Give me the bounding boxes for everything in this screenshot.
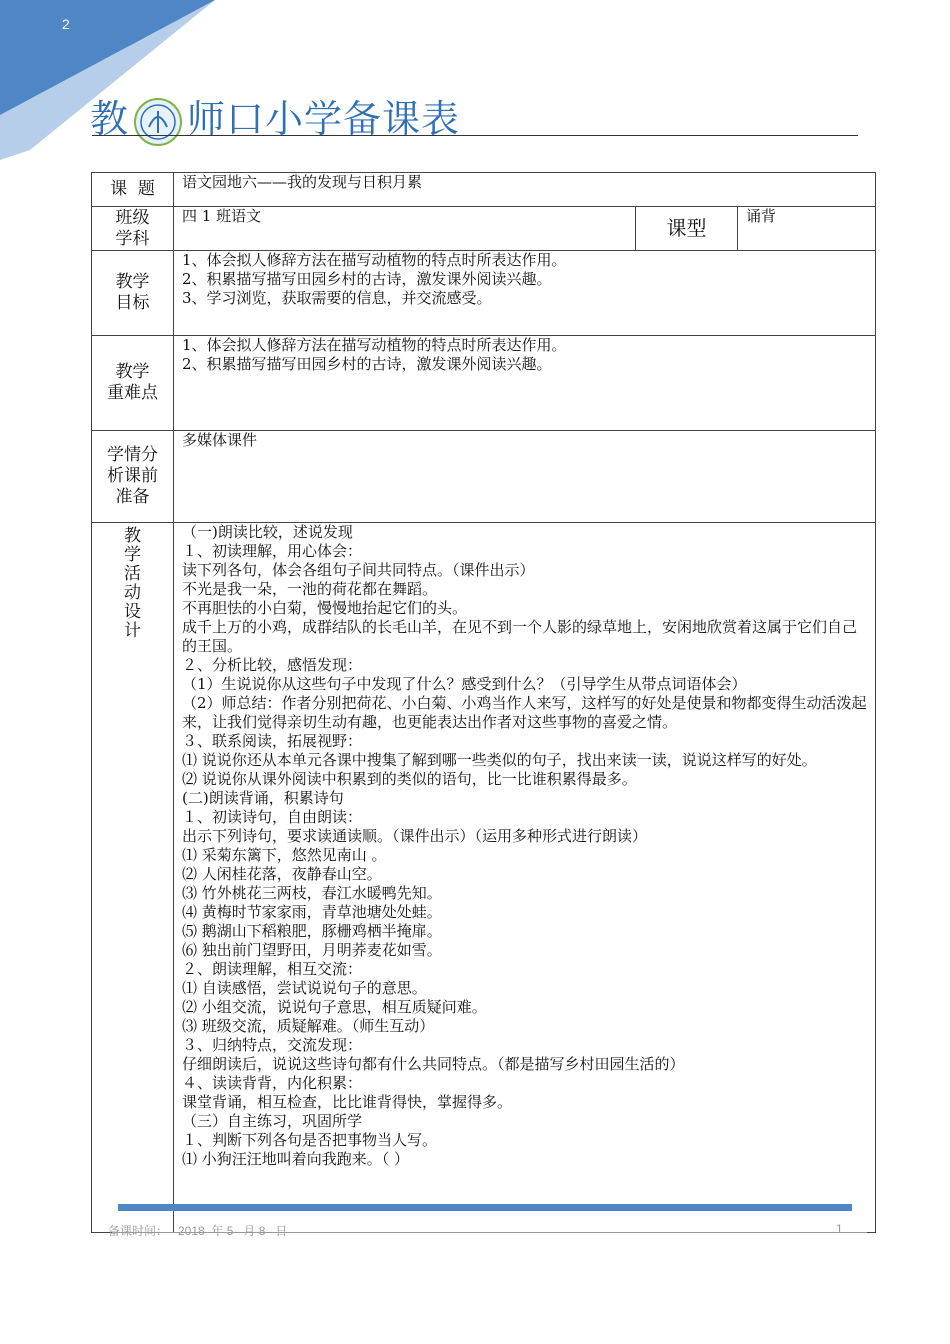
label-char: 计 bbox=[124, 621, 141, 641]
activity-line: ⑶ 班级交流，质疑解难。（师生互动） bbox=[182, 1017, 435, 1035]
row-preparation bbox=[92, 431, 876, 523]
key-points-label: 教学 重难点 bbox=[92, 336, 174, 431]
activity-line: ⑴ 说说你还从本单元各课中搜集了解到哪一些类似的句子，找出来读一读，说说这样写的好处。 bbox=[182, 751, 817, 769]
goal-item: 2、积累描写描写田园乡村的古诗，激发课外阅读兴趣。 bbox=[182, 270, 552, 288]
topic-value: 语文园地六——我的发现与日积月累 bbox=[174, 173, 876, 207]
activity-line: 不再胆怯的小白菊，慢慢地抬起它们的头。 bbox=[182, 599, 468, 617]
key-point-item: 1、体会拟人修辞方法在描写动植物的特点时所表达作用。 bbox=[182, 336, 567, 354]
goal-item: 3、学习浏览，获取需要的信息，并交流感受。 bbox=[182, 289, 492, 307]
goals-label: 教学 目标 bbox=[92, 251, 174, 336]
activity-line: ⑴ 小狗汪汪地叫着向我跑来。（ ） bbox=[182, 1150, 410, 1168]
lesson-plan-table bbox=[91, 172, 876, 1233]
activity-line: 课堂背诵，相互检查，比比谁背得快，掌握得多。 bbox=[182, 1093, 513, 1111]
class-label: 班级 学科 bbox=[92, 207, 174, 251]
preparation-value: 多媒体课件 bbox=[174, 431, 876, 523]
label-char: 学 bbox=[124, 545, 141, 565]
activity-line: (二)朗读背诵，积累诗句 bbox=[182, 789, 344, 807]
label-char: 设 bbox=[124, 602, 141, 622]
activity-line: ⑵ 说说你从课外阅读中积累到的类似的语句，比一比谁积累得最多。 bbox=[182, 770, 637, 788]
label-char: 教 bbox=[124, 526, 141, 546]
activities-label bbox=[92, 523, 174, 1233]
activity-line: ⑴ 自读感悟，尝试说说句子的意思。 bbox=[182, 979, 427, 997]
footer-page-number: 1 bbox=[836, 1222, 843, 1236]
activity-line: 成千上万的小鸡，成群结队的长毛山羊，在见不到一个人影的绿草地上，安闲地欣赏着这属于它们自己的王国。 bbox=[182, 618, 858, 655]
row-goals bbox=[92, 251, 876, 336]
title-right: 师口小学备课表 bbox=[187, 97, 461, 141]
activity-line: ３、联系阅读，拓展视野： bbox=[182, 732, 363, 750]
preparation-label: 学情分 析课前 准备 bbox=[92, 431, 174, 523]
footer-line bbox=[112, 1232, 867, 1233]
row-class bbox=[92, 207, 876, 251]
row-key-points bbox=[92, 336, 876, 431]
activity-line: 不光是我一朵，一池的荷花都在舞蹈。 bbox=[182, 580, 438, 598]
activity-line: １、判断下列各句是否把事物当人写。 bbox=[182, 1131, 438, 1149]
activity-line: ４、读读背背，内化积累： bbox=[182, 1074, 363, 1092]
activity-line: ３、归纳特点，交流发现： bbox=[182, 1036, 363, 1054]
title-underline bbox=[92, 135, 858, 136]
goal-item: 1、体会拟人修辞方法在描写动植物的特点时所表达作用。 bbox=[182, 251, 567, 269]
label-char: 活 bbox=[124, 564, 141, 584]
activity-line: ⑹ 独出前门望野田，月明荞麦花如雪。 bbox=[182, 941, 442, 959]
row-activities bbox=[92, 523, 876, 1233]
activity-line: １、初读诗句，自由朗读： bbox=[182, 808, 363, 826]
footer-bar bbox=[118, 1204, 852, 1211]
page-number: 2 bbox=[62, 16, 70, 32]
activity-line: （三）自主练习，巩固所学 bbox=[182, 1112, 363, 1130]
activities-content bbox=[174, 523, 876, 1233]
row-topic bbox=[92, 173, 876, 207]
type-label: 课型 bbox=[636, 207, 738, 251]
activity-line: ⑶ 竹外桃花三两枝，春江水暖鸭先知。 bbox=[182, 884, 442, 902]
title-left: 教 bbox=[90, 97, 130, 141]
activity-line: ⑷ 黄梅时节家家雨，青草池塘处处蛙。 bbox=[182, 903, 442, 921]
goals-content bbox=[174, 251, 876, 336]
activity-line: ２、朗读理解，相互交流： bbox=[182, 960, 363, 978]
topic-label: 课 题 bbox=[92, 173, 174, 207]
type-value: 诵背 bbox=[738, 207, 876, 251]
class-value: 四 1 班语文 bbox=[174, 207, 636, 251]
activity-line: ⑸ 鹅湖山下稻粮肥，豚栅鸡栖半掩扉。 bbox=[182, 922, 442, 940]
activity-line: ⑵ 人闲桂花落，夜静春山空。 bbox=[182, 865, 382, 883]
activity-line: ２、分析比较，感悟发现： bbox=[182, 656, 363, 674]
activity-line: （2）师总结：作者分别把荷花、小白菊、小鸡当作人来写，这样写的好处是使景和物都变得生动活泼起来，让我们觉得亲切生动有趣，也更能表达出作者对这些事物的喜爱之情。 bbox=[182, 694, 867, 731]
activity-line: １、初读理解，用心体会： bbox=[182, 542, 363, 560]
activity-line: ⑵ 小组交流，说说句子意思，相互质疑问难。 bbox=[182, 998, 487, 1016]
school-emblem-icon bbox=[133, 97, 183, 147]
activity-line: 仔细朗读后，说说这些诗句都有什么共同特点。（都是描写乡村田园生活的） bbox=[182, 1055, 685, 1073]
key-points-content bbox=[174, 336, 876, 431]
footer-date: 备课时间： 2018 年 5 月 8 日 bbox=[108, 1224, 288, 1238]
activity-line: 读下列各句，体会各组句子间共同特点。（课件出示） bbox=[182, 561, 535, 579]
activity-line: （1）生说说你从这些句子中发现了什么？感受到什么？（引导学生从带点词语体会） bbox=[182, 675, 747, 693]
activity-line: 出示下列诗句，要求读通读顺。（课件出示）（运用多种形式进行朗读） bbox=[182, 827, 648, 845]
page-title bbox=[90, 88, 460, 147]
activity-line: （一)朗读比较，述说发现 bbox=[182, 523, 353, 541]
label-char: 动 bbox=[124, 583, 141, 603]
activity-line: ⑴ 采菊东篱下，悠然见南山 。 bbox=[182, 846, 387, 864]
key-point-item: 2、积累描写描写田园乡村的古诗，激发课外阅读兴趣。 bbox=[182, 355, 552, 373]
